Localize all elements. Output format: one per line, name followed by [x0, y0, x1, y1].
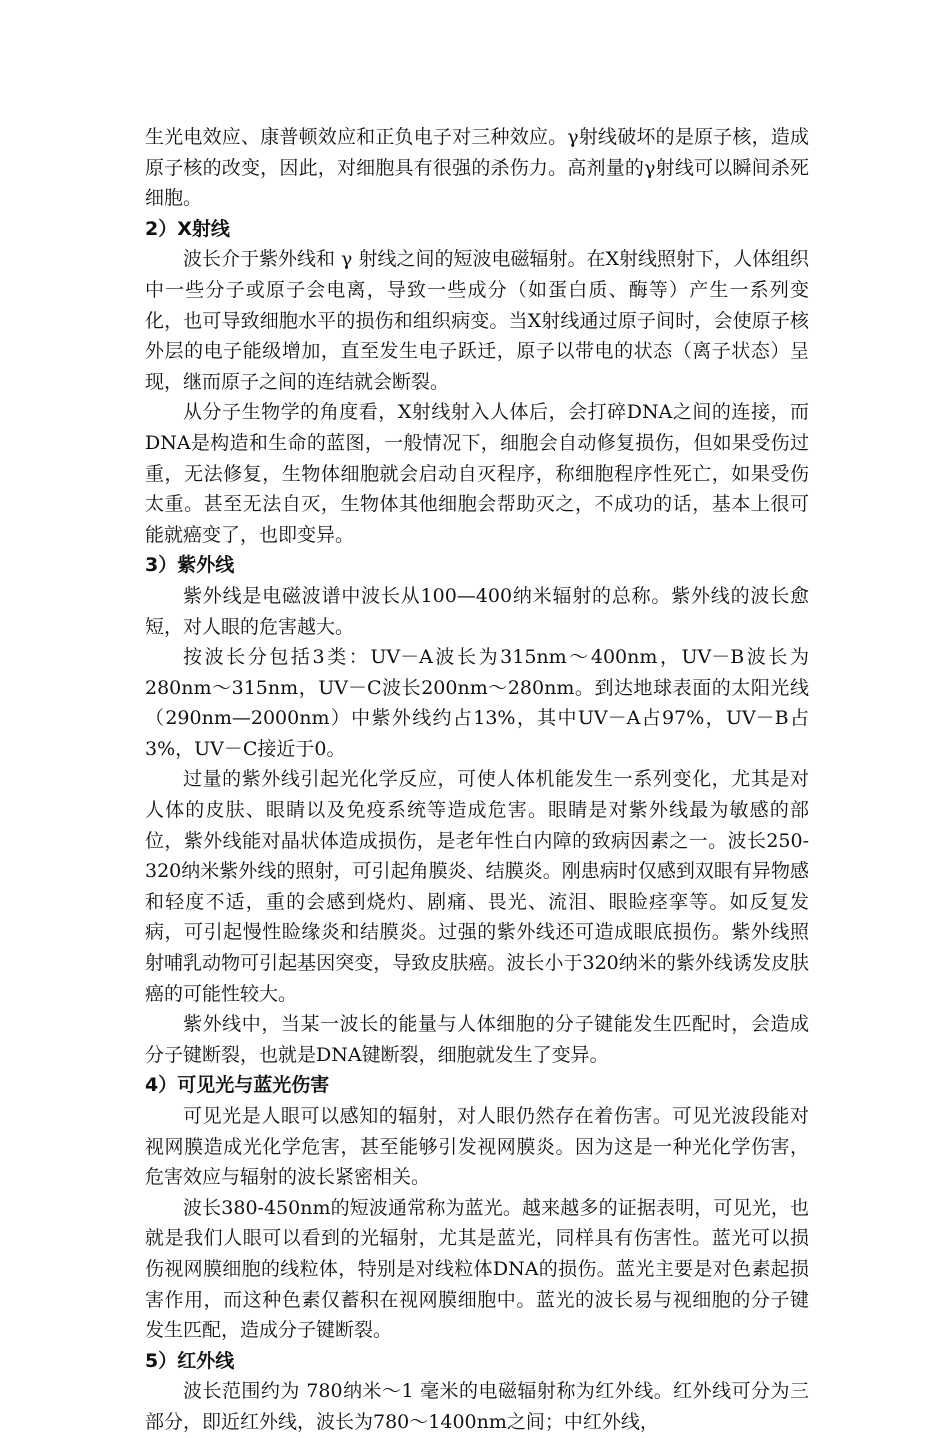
- section-heading-visible-blue-light: 4）可见光与蓝光伤害: [145, 1074, 330, 1097]
- section-heading-xray: 2）X射线: [145, 217, 230, 240]
- xray-paragraph-2: 从分子生物学的角度看，X射线射入人体后，会打碎DNA之间的连接，而DNA是构造和生命的蓝图，一般情况下，细胞会自动修复损伤，但如果受伤过重，无法修复，生物体细胞就会启动自灭程序，称细胞程序性死亡，如果受伤太重。甚至无法自灭，生物体其他细胞会帮助灭之，不成功的话，基本上很可能就癌变了，也即变异。: [145, 401, 809, 546]
- xray-paragraph-1: 波长介于紫外线和 γ 射线之间的短波电磁辐射。在X射线照射下，人体组织中一些分子或原子会电离，导致一些成分（如蛋白质、酶等）产生一系列变化，也可导致细胞水平的损伤和组织病变。当X射线通过原子间时，会使原子核外层的电子能级增加，直至发生电子跃迁，原子以带电的状态（离子状态）呈现，继而原子之间的连结就会断裂。: [145, 248, 809, 393]
- intro-paragraph: 生光电效应、康普顿效应和正负电子对三种效应。γ射线破坏的是原子核，造成原子核的改变，因此，对细胞具有很强的杀伤力。高剂量的γ射线可以瞬间杀死细胞。: [145, 126, 809, 210]
- infrared-paragraph-1: 波长范围约为 780纳米～1 毫米的电磁辐射称为红外线。红外线可分为三部分，即近红外线，波长为780～1400nm之间；中红外线，: [145, 1380, 809, 1433]
- uv-paragraph-3: 过量的紫外线引起光化学反应，可使人体机能发生一系列变化，尤其是对人体的皮肤、眼睛以及免疫系统等造成危害。眼睛是对紫外线最为敏感的部位，紫外线能对晶状体造成损伤，是老年性白内障的致病因素之一。波长250-320纳米紫外线的照射，可引起角膜炎、结膜炎。刚患病时仅感到双眼有异物感和轻度不适，重的会感到烧灼、剧痛、畏光、流泪、眼睑痉挛等。如反复发病，可引起慢性睑缘炎和结膜炎。过强的紫外线还可造成眼底损伤。紫外线照射哺乳动物可引起基因突变，导致皮肤癌。波长小于320纳米的紫外线诱发皮肤癌的可能性较大。: [145, 768, 809, 1005]
- visible-paragraph-2: 波长380-450nm的短波通常称为蓝光。越来越多的证据表明，可见光，也就是我们人眼可以看到的光辐射，尤其是蓝光，同样具有伤害性。蓝光可以损伤视网膜细胞的线粒体，特别是对线粒体DNA的损伤。蓝光主要是对色素起损害作用，而这种色素仅蓄积在视网膜细胞中。蓝光的波长易与视细胞的分子键发生匹配，造成分子键断裂。: [145, 1196, 809, 1342]
- uv-paragraph-2: 按波长分包括3类：UV－A波长为315nm～400nm，UV－B波长为280nm～315nm，UV－C波长200nm～280nm。到达地球表面的太阳光线（290nm—2000nm）中紫外线约占13%，其中UV－A占97%，UV－B占3%，UV－C接近于0。: [145, 646, 809, 760]
- section-heading-ultraviolet: 3）紫外线: [145, 554, 235, 577]
- uv-paragraph-4: 紫外线中，当某一波长的能量与人体细胞的分子键能发生匹配时，会造成分子键断裂，也就是DNA键断裂，细胞就发生了变异。: [145, 1013, 809, 1066]
- section-heading-infrared: 5）红外线: [145, 1349, 235, 1372]
- document-body: [145, 122, 809, 1438]
- uv-paragraph-1: 紫外线是电磁波谱中波长从100—400纳米辐射的总称。紫外线的波长愈短，对人眼的危害越大。: [145, 584, 809, 638]
- visible-paragraph-1: 可见光是人眼可以感知的辐射，对人眼仍然存在着伤害。可见光波段能对视网膜造成光化学危害，甚至能够引发视网膜炎。因为这是一种光化学伤害，危害效应与辐射的波长紧密相关。: [145, 1105, 809, 1189]
